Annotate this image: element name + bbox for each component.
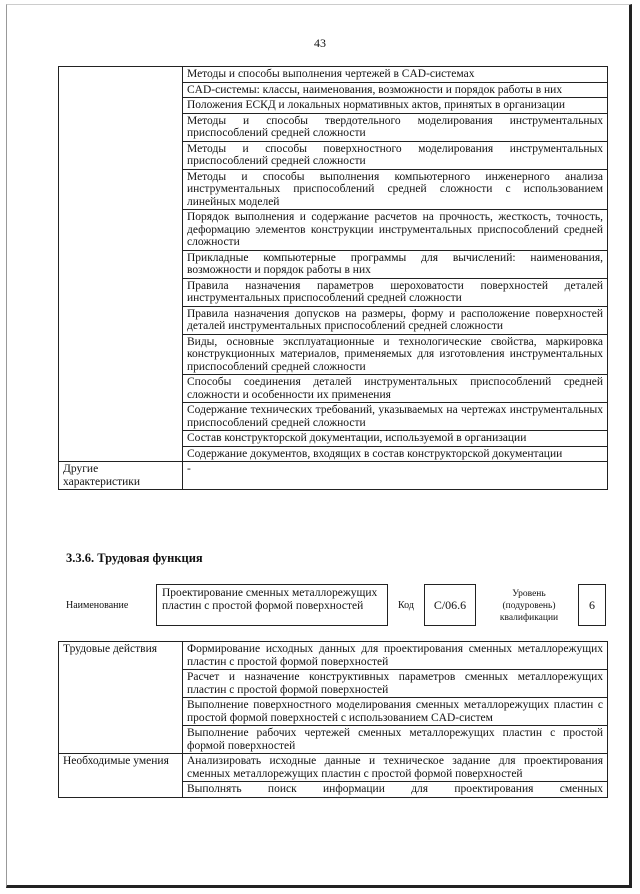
knowledge-item: Методы и способы поверхностного моделирования инструментальных приспособлений средней сложности [183, 141, 608, 169]
other-characteristics-value: - [183, 462, 608, 490]
function-header [58, 582, 618, 632]
code-label: Код [398, 600, 414, 611]
knowledge-item: Правила назначения параметров шероховатости поверхностей деталей инструментальных приспособлений средней сложности [183, 278, 608, 306]
knowledge-item: Содержание документов, входящих в состав конструкторской документации [183, 446, 608, 462]
labor-action-item: Формирование исходных данных для проектирования сменных металлорежущих пластин с простой формой поверхностей [183, 642, 608, 670]
level-label: Уровень (подуровень) квалификации [499, 589, 559, 623]
labor-action-item: Выполнение рабочих чертежей сменных металлорежущих пластин с простой формой поверхностей [183, 726, 608, 754]
knowledge-item: Виды, основные эксплуатационные и технологические свойства, маркировка конструкционных материалов, применяемых для изготовления инструментальных приспособлений средней сложности [183, 334, 608, 375]
labor-action-item: Расчет и назначение конструктивных параметров сменных металлорежущих пластин с простой формой поверхностей [183, 670, 608, 698]
skill-item: Выполнять поиск информации для проектирования сменных [183, 782, 608, 798]
knowledge-item: Прикладные компьютерные программы для вычислений: наименования, возможности и порядок работы в них [183, 250, 608, 278]
knowledge-item: Содержание технических требований, указываемых на чертежах инструментальных приспособлений средней сложности [183, 403, 608, 431]
section-title: 3.3.6. Трудовая функция [66, 551, 203, 565]
knowledge-item: Правила назначения допусков на размеры, форму и расположение поверхностей деталей инструментальных приспособлений средней сложности [183, 306, 608, 334]
knowledge-item: Состав конструкторской документации, используемой в организации [183, 431, 608, 447]
table-row [59, 642, 608, 670]
knowledge-item: CAD-системы: классы, наименования, возможности и порядок работы в них [183, 82, 608, 98]
knowledge-table [58, 66, 608, 490]
knowledge-item: Методы и способы выполнения компьютерного инженерного анализа инструментальных приспособлений средней сложности с использованием линейных моделей [183, 169, 608, 210]
knowledge-item: Методы и способы твердотельного моделирования инструментальных приспособлений средней сложности [183, 113, 608, 141]
name-value: Проектирование сменных металлорежущих пластин с простой формой поверхностей [156, 584, 388, 626]
other-characteristics-label: Другие характеристики [59, 462, 183, 490]
labor-actions-label: Трудовые действия [59, 642, 183, 754]
knowledge-item: Методы и способы выполнения чертежей в CAD-системах [183, 67, 608, 83]
name-label: Наименование [66, 600, 129, 611]
page-number: 43 [314, 36, 326, 50]
table-row [59, 462, 608, 490]
labor-function-table [58, 641, 608, 798]
labor-action-item: Выполнение поверхностного моделирования сменных металлорежущих пластин с простой формой поверхностей с использованием CAD-систем [183, 698, 608, 726]
knowledge-item: Положения ЕСКД и локальных нормативных актов, принятых в организации [183, 98, 608, 114]
table-row [59, 754, 608, 782]
knowledge-item: Порядок выполнения и содержание расчетов на прочность, жесткость, точность, деформацию элементов конструкции инструментальных приспособлений средней сложности [183, 210, 608, 251]
knowledge-label-cell [59, 67, 183, 462]
level-value: 6 [578, 584, 606, 626]
code-value: C/06.6 [424, 584, 476, 626]
skill-item: Анализировать исходные данные и техническое задание для проектирования сменных металлорежущих пластин с простой формой поверхностей [183, 754, 608, 782]
skills-label: Необходимые умения [59, 754, 183, 798]
table-row [59, 67, 608, 83]
knowledge-item: Способы соединения деталей инструментальных приспособлений средней сложности и особенности их применения [183, 375, 608, 403]
